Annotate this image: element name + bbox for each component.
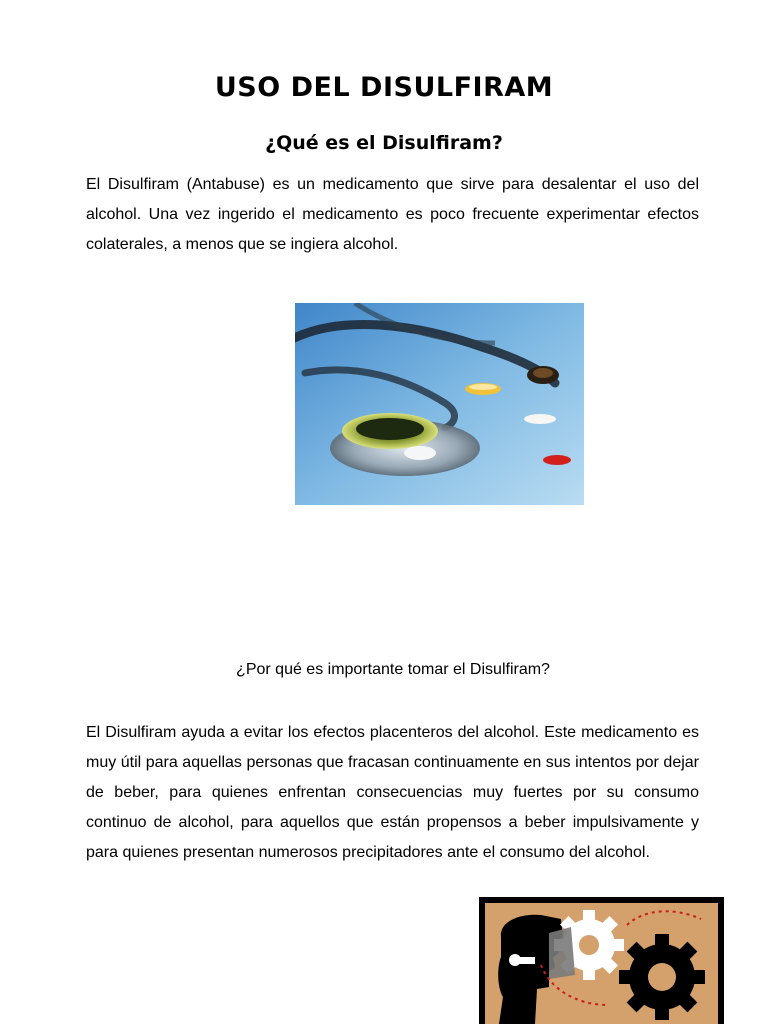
intro-paragraph: El Disulfiram (Antabuse) es un medicamento que sirve para desalentar el uso del alcohol. Una vez ingerido el medicamento es poco frecuente experimentar efectos colaterales, a menos que se ingiera alcohol. (86, 176, 699, 253)
answer-paragraph: El Disulfiram ayuda a evitar los efectos placenteros del alcohol. Este medicamento es muy útil para aquellas personas que fracasan continuamente en sus intentos por dejar de beber, para quienes enfrentan consecuencias muy fuertes por su consumo continuo de alcohol, para aquellos que están propensos a beber impulsivamente y para quienes presentan numerosos precipitadores ante el consumo del alcohol. (86, 724, 699, 861)
page-title: USO DEL DISULFIRAM (214, 72, 554, 103)
question-heading: ¿Por qué es importante tomar el Disulfiram? (236, 661, 550, 678)
section-subtitle: ¿Qué es el Disulfiram? (265, 132, 503, 154)
stethoscope-pills-photo (295, 303, 584, 505)
head-with-gears-icon (479, 897, 724, 1024)
stethoscope-with-pills-icon (295, 303, 584, 505)
head-gears-illustration (479, 897, 724, 1024)
